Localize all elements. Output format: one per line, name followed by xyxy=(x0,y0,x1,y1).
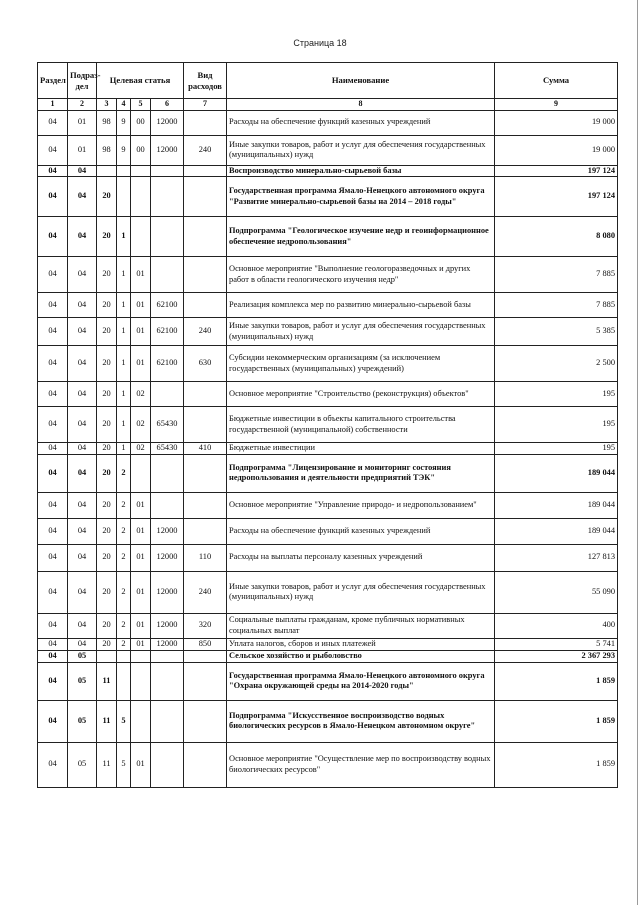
cell-direction: 12000 xyxy=(151,638,184,650)
cell-program xyxy=(97,650,117,662)
cell-podrazdel: 04 xyxy=(68,165,97,177)
cell-event: 01 xyxy=(131,346,151,382)
col-number: 3 xyxy=(97,99,117,111)
cell-program: 20 xyxy=(97,177,117,217)
cell-expense-type xyxy=(184,165,227,177)
cell-expense-type xyxy=(184,407,227,443)
cell-subprogram: 2 xyxy=(117,571,131,613)
header-row xyxy=(38,63,618,99)
cell-razdel: 04 xyxy=(38,638,68,650)
cell-direction: 62100 xyxy=(151,346,184,382)
cell-razdel: 04 xyxy=(38,613,68,638)
col-number: 6 xyxy=(151,99,184,111)
cell-sum: 195 xyxy=(495,407,618,443)
cell-razdel: 04 xyxy=(38,346,68,382)
table-row xyxy=(38,407,618,443)
cell-program: 11 xyxy=(97,700,117,742)
table-row xyxy=(38,662,618,700)
cell-subprogram: 1 xyxy=(117,293,131,318)
header-name: Наименование xyxy=(227,63,495,99)
cell-sum: 197 124 xyxy=(495,177,618,217)
cell-sum: 7 885 xyxy=(495,293,618,318)
cell-program: 20 xyxy=(97,613,117,638)
cell-subprogram: 9 xyxy=(117,110,131,135)
cell-expense-type xyxy=(184,382,227,407)
cell-razdel: 04 xyxy=(38,700,68,742)
cell-program: 20 xyxy=(97,518,117,544)
cell-name: Расходы на обеспечение функций казенных учреждений xyxy=(227,110,495,135)
table-row xyxy=(38,177,618,217)
cell-name: Субсидии некоммерческим организациям (за исключением государственных (муниципальных) учреждений) xyxy=(227,346,495,382)
cell-subprogram: 2 xyxy=(117,613,131,638)
cell-podrazdel: 04 xyxy=(68,407,97,443)
cell-sum: 2 367 293 xyxy=(495,650,618,662)
cell-sum: 1 859 xyxy=(495,662,618,700)
table-row xyxy=(38,544,618,571)
cell-podrazdel: 04 xyxy=(68,443,97,455)
cell-direction xyxy=(151,492,184,518)
cell-sum: 195 xyxy=(495,443,618,455)
cell-name: Государственная программа Ямало-Ненецкого автономного округа "Охрана окружающей среды на 2014-2020 годы" xyxy=(227,662,495,700)
cell-podrazdel: 05 xyxy=(68,662,97,700)
cell-sum: 7 885 xyxy=(495,257,618,293)
cell-name: Основное мероприятие "Управление природо- и недропользованием" xyxy=(227,492,495,518)
cell-expense-type xyxy=(184,650,227,662)
cell-podrazdel: 04 xyxy=(68,217,97,257)
cell-sum: 1 859 xyxy=(495,742,618,787)
table-row xyxy=(38,382,618,407)
cell-name: Расходы на обеспечение функций казенных учреждений xyxy=(227,518,495,544)
cell-razdel: 04 xyxy=(38,110,68,135)
cell-expense-type xyxy=(184,518,227,544)
cell-direction: 12000 xyxy=(151,135,184,165)
header-target-article: Целевая статья xyxy=(97,63,184,99)
cell-event xyxy=(131,662,151,700)
cell-event: 01 xyxy=(131,613,151,638)
cell-program: 98 xyxy=(97,110,117,135)
cell-event: 00 xyxy=(131,135,151,165)
table-row xyxy=(38,571,618,613)
cell-expense-type xyxy=(184,700,227,742)
column-number-row xyxy=(38,99,618,111)
cell-podrazdel: 05 xyxy=(68,650,97,662)
cell-name: Сельское хозяйство и рыболовство xyxy=(227,650,495,662)
cell-event: 02 xyxy=(131,382,151,407)
cell-subprogram: 1 xyxy=(117,217,131,257)
cell-event: 02 xyxy=(131,407,151,443)
cell-event xyxy=(131,650,151,662)
cell-podrazdel: 04 xyxy=(68,544,97,571)
cell-name: Основное мероприятие "Выполнение геологоразведочных и других работ в области геологического изучения недр" xyxy=(227,257,495,293)
cell-expense-type xyxy=(184,454,227,492)
cell-podrazdel: 04 xyxy=(68,638,97,650)
col-number: 2 xyxy=(68,99,97,111)
cell-program: 20 xyxy=(97,217,117,257)
cell-name: Расходы на выплаты персоналу казенных учреждений xyxy=(227,544,495,571)
cell-sum: 2 500 xyxy=(495,346,618,382)
cell-expense-type xyxy=(184,110,227,135)
cell-subprogram xyxy=(117,165,131,177)
cell-sum: 189 044 xyxy=(495,454,618,492)
cell-subprogram: 2 xyxy=(117,544,131,571)
cell-razdel: 04 xyxy=(38,650,68,662)
cell-name: Уплата налогов, сборов и иных платежей xyxy=(227,638,495,650)
cell-podrazdel: 04 xyxy=(68,518,97,544)
table-row xyxy=(38,110,618,135)
cell-subprogram: 1 xyxy=(117,407,131,443)
cell-sum: 127 813 xyxy=(495,544,618,571)
table-row xyxy=(38,613,618,638)
cell-razdel: 04 xyxy=(38,135,68,165)
cell-razdel: 04 xyxy=(38,293,68,318)
cell-direction: 12000 xyxy=(151,571,184,613)
cell-podrazdel: 01 xyxy=(68,135,97,165)
cell-razdel: 04 xyxy=(38,443,68,455)
page-label: Страница 18 xyxy=(293,38,347,48)
cell-podrazdel: 04 xyxy=(68,571,97,613)
cell-podrazdel: 05 xyxy=(68,742,97,787)
cell-program: 20 xyxy=(97,544,117,571)
table-row xyxy=(38,293,618,318)
cell-sum: 189 044 xyxy=(495,492,618,518)
cell-event xyxy=(131,217,151,257)
cell-sum: 19 000 xyxy=(495,135,618,165)
cell-expense-type: 630 xyxy=(184,346,227,382)
cell-expense-type xyxy=(184,217,227,257)
cell-program: 20 xyxy=(97,571,117,613)
cell-podrazdel: 04 xyxy=(68,318,97,346)
cell-name: Иные закупки товаров, работ и услуг для обеспечения государственных (муниципальных) нужд xyxy=(227,318,495,346)
table-row xyxy=(38,700,618,742)
cell-razdel: 04 xyxy=(38,518,68,544)
cell-expense-type: 410 xyxy=(184,443,227,455)
header-podrazdel: Подраз-дел xyxy=(68,63,97,99)
cell-name: Основное мероприятие "Строительство (реконструкция) объектов" xyxy=(227,382,495,407)
cell-event: 02 xyxy=(131,443,151,455)
table-row xyxy=(38,638,618,650)
cell-direction xyxy=(151,650,184,662)
header-sum: Сумма xyxy=(495,63,618,99)
cell-sum: 1 859 xyxy=(495,700,618,742)
cell-podrazdel: 04 xyxy=(68,177,97,217)
cell-event: 01 xyxy=(131,742,151,787)
cell-razdel: 04 xyxy=(38,177,68,217)
cell-expense-type: 110 xyxy=(184,544,227,571)
cell-direction: 12000 xyxy=(151,613,184,638)
cell-direction: 65430 xyxy=(151,407,184,443)
cell-subprogram: 2 xyxy=(117,454,131,492)
cell-razdel: 04 xyxy=(38,382,68,407)
cell-razdel: 04 xyxy=(38,454,68,492)
cell-event: 01 xyxy=(131,492,151,518)
cell-podrazdel: 04 xyxy=(68,613,97,638)
cell-podrazdel: 04 xyxy=(68,492,97,518)
cell-sum: 55 090 xyxy=(495,571,618,613)
cell-direction: 12000 xyxy=(151,518,184,544)
cell-program: 20 xyxy=(97,346,117,382)
cell-subprogram: 9 xyxy=(117,135,131,165)
cell-podrazdel: 04 xyxy=(68,454,97,492)
cell-name: Государственная программа Ямало-Ненецкого автономного округа "Развитие минерально-сырьевой базы на 2014 – 2018 годы" xyxy=(227,177,495,217)
cell-subprogram: 1 xyxy=(117,257,131,293)
cell-expense-type xyxy=(184,492,227,518)
cell-event: 00 xyxy=(131,110,151,135)
cell-program: 20 xyxy=(97,382,117,407)
cell-podrazdel: 05 xyxy=(68,700,97,742)
cell-event xyxy=(131,177,151,217)
cell-direction: 12000 xyxy=(151,544,184,571)
cell-program: 11 xyxy=(97,662,117,700)
cell-expense-type: 320 xyxy=(184,613,227,638)
cell-event: 01 xyxy=(131,318,151,346)
cell-name: Социальные выплаты гражданам, кроме публичных нормативных социальных выплат xyxy=(227,613,495,638)
cell-event: 01 xyxy=(131,638,151,650)
cell-subprogram: 5 xyxy=(117,700,131,742)
cell-event: 01 xyxy=(131,257,151,293)
cell-subprogram: 1 xyxy=(117,346,131,382)
cell-subprogram: 1 xyxy=(117,382,131,407)
cell-program: 20 xyxy=(97,638,117,650)
table-row xyxy=(38,518,618,544)
cell-expense-type xyxy=(184,257,227,293)
cell-program: 20 xyxy=(97,454,117,492)
cell-event: 01 xyxy=(131,293,151,318)
cell-name: Воспроизводство минерально-сырьевой базы xyxy=(227,165,495,177)
table-row xyxy=(38,165,618,177)
cell-program: 20 xyxy=(97,293,117,318)
cell-expense-type xyxy=(184,662,227,700)
cell-subprogram xyxy=(117,650,131,662)
cell-razdel: 04 xyxy=(38,165,68,177)
cell-direction xyxy=(151,742,184,787)
cell-direction xyxy=(151,382,184,407)
cell-event xyxy=(131,165,151,177)
cell-program xyxy=(97,165,117,177)
cell-razdel: 04 xyxy=(38,492,68,518)
cell-name: Иные закупки товаров, работ и услуг для обеспечения государственных (муниципальных) нужд xyxy=(227,135,495,165)
cell-subprogram xyxy=(117,177,131,217)
cell-program: 20 xyxy=(97,492,117,518)
table-row xyxy=(38,650,618,662)
cell-name: Подпрограмма "Искусственное воспроизводство водных биологических ресурсов в Ямало-Ненецком автономном округе" xyxy=(227,700,495,742)
table-row xyxy=(38,257,618,293)
cell-direction xyxy=(151,454,184,492)
cell-expense-type: 240 xyxy=(184,318,227,346)
cell-direction xyxy=(151,217,184,257)
cell-razdel: 04 xyxy=(38,742,68,787)
cell-event: 01 xyxy=(131,544,151,571)
cell-podrazdel: 04 xyxy=(68,293,97,318)
cell-razdel: 04 xyxy=(38,662,68,700)
cell-subprogram: 1 xyxy=(117,443,131,455)
col-number: 9 xyxy=(495,99,618,111)
cell-name: Иные закупки товаров, работ и услуг для обеспечения государственных (муниципальных) нужд xyxy=(227,571,495,613)
cell-subprogram: 2 xyxy=(117,638,131,650)
table-row xyxy=(38,443,618,455)
cell-subprogram: 2 xyxy=(117,492,131,518)
cell-razdel: 04 xyxy=(38,407,68,443)
cell-direction xyxy=(151,700,184,742)
cell-event: 01 xyxy=(131,518,151,544)
budget-table xyxy=(37,62,618,788)
cell-expense-type xyxy=(184,293,227,318)
cell-sum: 197 124 xyxy=(495,165,618,177)
cell-name: Основное мероприятие "Осуществление мер по воспроизводству водных биологических ресурсов" xyxy=(227,742,495,787)
table-row xyxy=(38,454,618,492)
cell-program: 11 xyxy=(97,742,117,787)
cell-razdel: 04 xyxy=(38,318,68,346)
cell-subprogram xyxy=(117,662,131,700)
cell-expense-type xyxy=(184,177,227,217)
cell-podrazdel: 04 xyxy=(68,346,97,382)
table-row xyxy=(38,742,618,787)
cell-event: 01 xyxy=(131,571,151,613)
cell-direction: 65430 xyxy=(151,443,184,455)
cell-sum: 5 741 xyxy=(495,638,618,650)
cell-sum: 195 xyxy=(495,382,618,407)
table-row xyxy=(38,492,618,518)
cell-name: Бюджетные инвестиции в объекты капитального строительства государственной (муниципальной) собственности xyxy=(227,407,495,443)
cell-direction xyxy=(151,177,184,217)
cell-sum: 400 xyxy=(495,613,618,638)
cell-subprogram: 5 xyxy=(117,742,131,787)
table-row xyxy=(38,346,618,382)
cell-direction: 12000 xyxy=(151,110,184,135)
header-expense-type: Вид расходов xyxy=(184,63,227,99)
table-row xyxy=(38,135,618,165)
header-razdel: Раздел xyxy=(38,63,68,99)
cell-podrazdel: 04 xyxy=(68,382,97,407)
cell-expense-type xyxy=(184,742,227,787)
cell-event xyxy=(131,700,151,742)
cell-event xyxy=(131,454,151,492)
col-number: 5 xyxy=(131,99,151,111)
col-number: 8 xyxy=(227,99,495,111)
cell-podrazdel: 04 xyxy=(68,257,97,293)
col-number: 7 xyxy=(184,99,227,111)
cell-direction xyxy=(151,662,184,700)
cell-subprogram: 1 xyxy=(117,318,131,346)
cell-name: Бюджетные инвестиции xyxy=(227,443,495,455)
cell-podrazdel: 01 xyxy=(68,110,97,135)
cell-program: 20 xyxy=(97,318,117,346)
cell-sum: 5 385 xyxy=(495,318,618,346)
table-row xyxy=(38,318,618,346)
cell-direction xyxy=(151,257,184,293)
cell-sum: 19 000 xyxy=(495,110,618,135)
cell-expense-type: 240 xyxy=(184,571,227,613)
cell-program: 20 xyxy=(97,257,117,293)
cell-expense-type: 850 xyxy=(184,638,227,650)
scan-edge xyxy=(637,0,638,905)
cell-name: Подпрограмма "Лицензирование и мониторинг состояния недропользования и деятельности предприятий ТЭК" xyxy=(227,454,495,492)
cell-sum: 8 080 xyxy=(495,217,618,257)
cell-razdel: 04 xyxy=(38,571,68,613)
cell-program: 20 xyxy=(97,443,117,455)
col-number: 4 xyxy=(117,99,131,111)
cell-name: Подпрограмма "Геологическое изучение недр и геоинформационное обеспечение недропользования" xyxy=(227,217,495,257)
cell-sum: 189 044 xyxy=(495,518,618,544)
cell-razdel: 04 xyxy=(38,217,68,257)
cell-razdel: 04 xyxy=(38,544,68,571)
cell-razdel: 04 xyxy=(38,257,68,293)
cell-program: 98 xyxy=(97,135,117,165)
cell-direction: 62100 xyxy=(151,318,184,346)
cell-expense-type: 240 xyxy=(184,135,227,165)
table-row xyxy=(38,217,618,257)
cell-name: Реализация комплекса мер по развитию минерально-сырьевой базы xyxy=(227,293,495,318)
cell-direction: 62100 xyxy=(151,293,184,318)
cell-program: 20 xyxy=(97,407,117,443)
col-number: 1 xyxy=(38,99,68,111)
cell-direction xyxy=(151,165,184,177)
cell-subprogram: 2 xyxy=(117,518,131,544)
